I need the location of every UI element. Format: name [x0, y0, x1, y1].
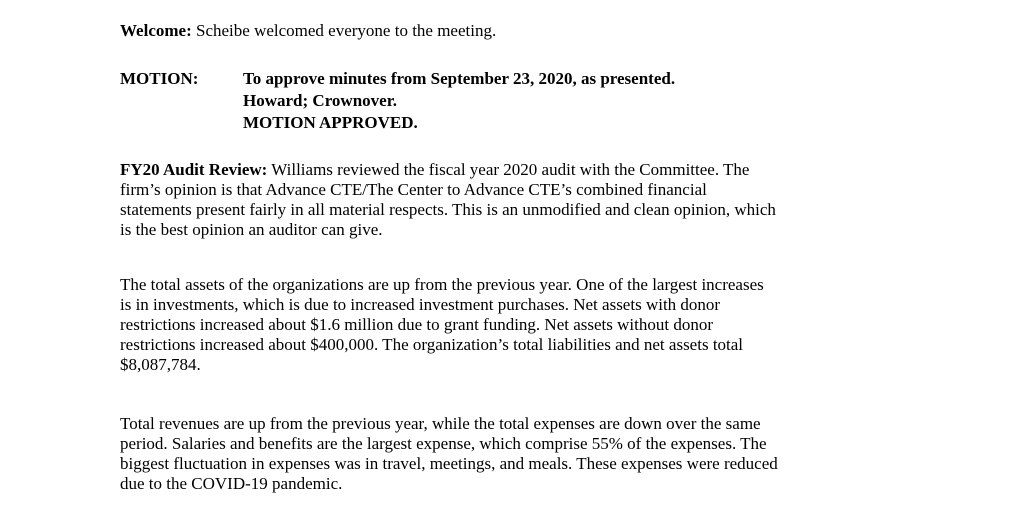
- assets-line-1: The total assets of the organizations are up from the previous year. One of the largest increases: [120, 275, 764, 294]
- welcome-text: Scheibe welcomed everyone to the meeting.: [191, 21, 497, 40]
- assets-line-5: $8,087,784.: [120, 355, 201, 374]
- revenues-line-3: biggest fluctuation in expenses was in travel, meetings, and meals. These expenses were reduced: [120, 454, 778, 473]
- assets-line-2: is in investments, which is due to increased investment purchases. Net assets with donor: [120, 295, 721, 314]
- revenues-line-2: period. Salaries and benefits are the largest expense, which comprise 55% of the expenses. The: [120, 434, 767, 453]
- motion-label: MOTION:: [120, 69, 199, 88]
- assets-paragraph: [120, 275, 920, 375]
- welcome-paragraph: [120, 21, 920, 41]
- motion-line-2: Howard; Crownover.: [243, 91, 397, 110]
- motion-line-1: To approve minutes from September 23, 2020, as presented.: [243, 69, 676, 88]
- welcome-label: Welcome:: [120, 21, 192, 40]
- revenues-line-1: Total revenues are up from the previous year, while the total expenses are down over the same: [120, 414, 761, 433]
- audit-line-1: [120, 160, 920, 180]
- welcome-line: [120, 21, 920, 41]
- revenues-line-4: due to the COVID-19 pandemic.: [120, 474, 343, 493]
- motion-line-3: MOTION APPROVED.: [243, 113, 418, 132]
- audit-line-2: firm’s opinion is that Advance CTE/The Center to Advance CTE’s combined financial: [120, 180, 707, 199]
- assets-line-3: restrictions increased about $1.6 million due to grant funding. Net assets without donor: [120, 315, 713, 334]
- assets-line-4: restrictions increased about $400,000. The organization’s total liabilities and net assets total: [120, 335, 744, 354]
- revenues-paragraph: [120, 414, 920, 494]
- audit-label: FY20 Audit Review:: [120, 160, 268, 179]
- audit-line-1-text: Williams reviewed the fiscal year 2020 audit with the Committee. The: [267, 160, 750, 179]
- audit-line-3: statements present fairly in all material respects. This is an unmodified and clean opinion, which: [120, 200, 776, 219]
- audit-line-4: is the best opinion an auditor can give.: [120, 220, 383, 239]
- audit-paragraph: [120, 160, 920, 240]
